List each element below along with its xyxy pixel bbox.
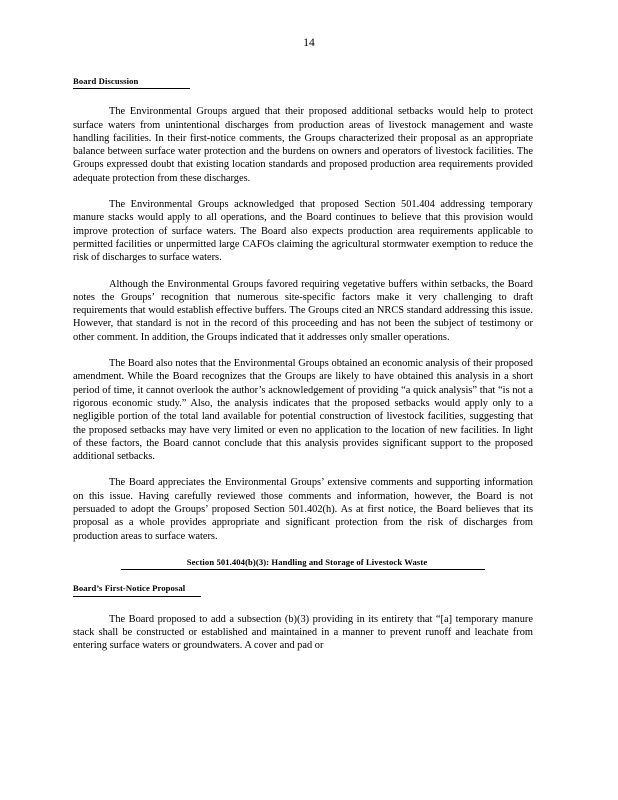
paragraph-vegetative-buffers: Although the Environmental Groups favored requiring vegetative buffers within setbacks, the Board notes the Groups’ recognition that numerous site-specific factors make it very challenging to draft requirements that would establish effective buffers. The Groups cited an NRCS standard addressing this issue. However, that standard is not in the record of this proceeding and has not been the subject of testimony or other comment. In addition, the Groups indicated that it addresses only smaller operations. [73, 278, 533, 343]
paragraph-first-notice: The Board proposed to add a subsection (b)(3) providing in its entirety that “[a] temporary manure stack shall be constructed or established and maintained in a manner to prevent runoff and leachate from entering surface waters or groundwaters. A cover and pad or [73, 613, 533, 652]
section-heading-wrap [73, 556, 533, 570]
paragraph-setbacks-argument: The Environmental Groups argued that their proposed additional setbacks would help to protect surface waters from unintentional discharges from production areas of livestock management and waste handling facilities. In their first-notice comments, the Groups characterized their proposal as an appropriate balance between surface water protection and the burdens on owners and operators of livestock facilities. The Groups expressed doubt that existing location standards and proposed production area requirements provided adequate protection from these discharges. [73, 106, 533, 184]
paragraph-board-conclusion: The Board appreciates the Environmental Groups’ extensive comments and supporting information on this issue. Having carefully reviewed those comments and information, however, the Board is not persuaded to adopt the Groups’ proposed Section 501.402(h). As at first notice, the Board believes that its proposal as a whole provides appropriate and significant protection from the risk of discharges from production areas to surface waters. [73, 477, 533, 542]
paragraph-temporary-stacks: The Environmental Groups acknowledged that proposed Section 501.404 addressing temporary manure stacks would apply to all operations, and the Board continues to believe that this provision would improve protection of surface waters. The Board also expects production area requirements applicable to permitted facilities or unpermitted large CAFOs claiming the agricultural stormwater exemption to reduce the risk of discharges to surface waters. [73, 199, 533, 264]
page-number: 14 [303, 37, 315, 49]
heading-board-discussion: Board Discussion [73, 75, 190, 89]
document-body [73, 72, 533, 652]
heading-section-501-404: Section 501.404(b)(3): Handling and Storage of Livestock Waste [121, 556, 485, 570]
heading-first-notice-proposal: Board’s First-Notice Proposal [73, 582, 201, 596]
paragraph-economic-analysis: The Board also notes that the Environmental Groups obtained an economic analysis of their proposed amendment. While the Board recognizes that the Groups are likely to have obtained this analysis in a short period of time, it cannot overlook the author’s acknowledgement of providing “a quick analysis” that “is not a rigorous economic study.” Also, the analysis indicates that the proposed setbacks would apply only to a negligible portion of the total land available for potential construction of livestock facilities, suggesting that the proposed setbacks may have very limited or even no application to the location of new facilities. In light of these factors, the Board cannot conclude that this analysis provides significant support to the proposed additional setbacks. [73, 358, 533, 463]
